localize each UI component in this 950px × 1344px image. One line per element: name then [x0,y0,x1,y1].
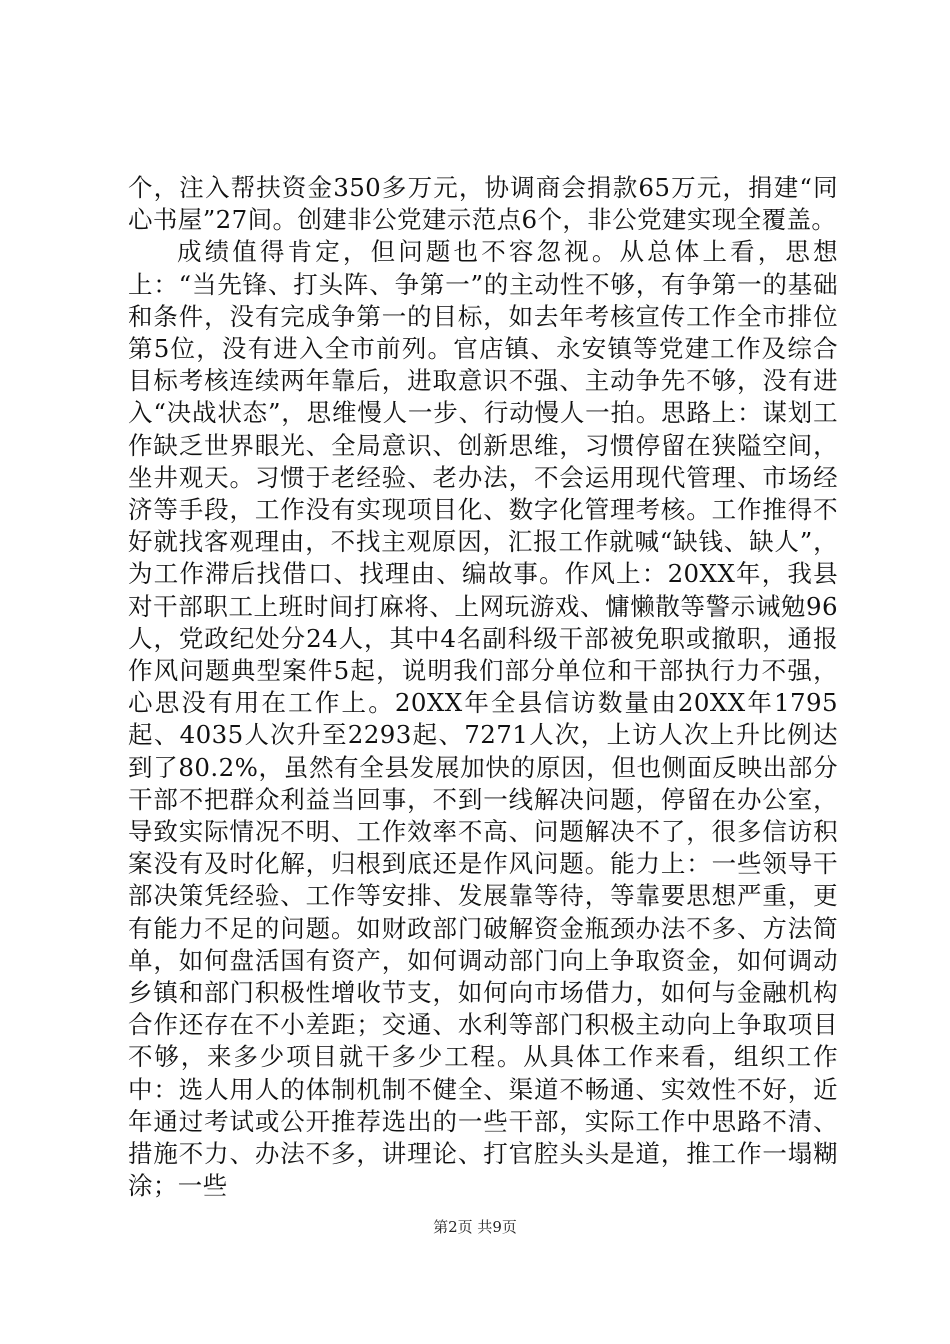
page-footer: 第2页 共9页 [433,1218,517,1236]
paragraph-2: 成绩值得肯定，但问题也不容忽视。从总体上看，思想上：“当先锋、打头阵、争第一”的主动性不够，有争第一的基础和条件，没有完成争第一的目标，如去年考核宣传工作全市排位第5位，没有进入全市前列。官店镇、永安镇等党建工作及综合目标考核连续两年靠后，进取意识不强、主动争先不够，没有进入“决战状态”，思维慢人一步、行动慢人一拍。思路上：谋划工作缺乏世界眼光、全局意识、创新思维，习惯停留在狭隘空间，坐井观天。习惯于老经验、老办法，不会运用现代管理、市场经济等手段，工作没有实现项目化、数字化管理考核。工作推得不好就找客观理由，不找主观原因，汇报工作就喊“缺钱、缺人”，为工作滞后找借口、找理由、编故事。作风上：20XX年，我县对干部职工上班时间打麻将、上网玩游戏、慵懒散等警示诫勉96人，党政纪处分24人，其中4名副科级干部被免职或撤职，通报作风问题典型案件5起，说明我们部分单位和干部执行力不强，心思没有用在工作上。20XX年全县信访数量由20XX年1795起、4035人次升至2293起、7271人次，上访人次上升比例达到了80.2%，虽然有全县发展加快的原因，但也侧面反映出部分干部不把群众利益当回事，不到一线解决问题，停留在办公室，导致实际情况不明、工作效率不高、问题解决不了，很多信访积案没有及时化解，归根到底还是作风问题。能力上：一些领导干部决策凭经验、工作等安排、发展靠等待，等靠要思想严重，更有能力不足的问题。如财政部门破解资金瓶颈办法不多、方法简单，如何盘活国有资产，如何调动部门向上争取资金，如何调动乡镇和部门积极性增收节支，如何向市场借力，如何与金融机构合作还存在不小差距；交通、水利等部门积极主动向上争取项目不够，来多少项目就干多少工程。从具体工作来看，组织工作中：选人用人的体制机制不健全、渠道不畅通、实效性不好，近年通过考试或公开推荐选出的一些干部，实际工作中思路不清、措施不力、办法不多，讲理论、打官腔头头是道，推工作一塌糊涂；一些 [128,237,838,1201]
body-text [128,172,838,1203]
paragraph-1: 个，注入帮扶资金350多万元，协调商会捐款65万元，捐建“同心书屋”27间。创建非公党建示范点6个，非公党建实现全覆盖。 [128,173,838,235]
